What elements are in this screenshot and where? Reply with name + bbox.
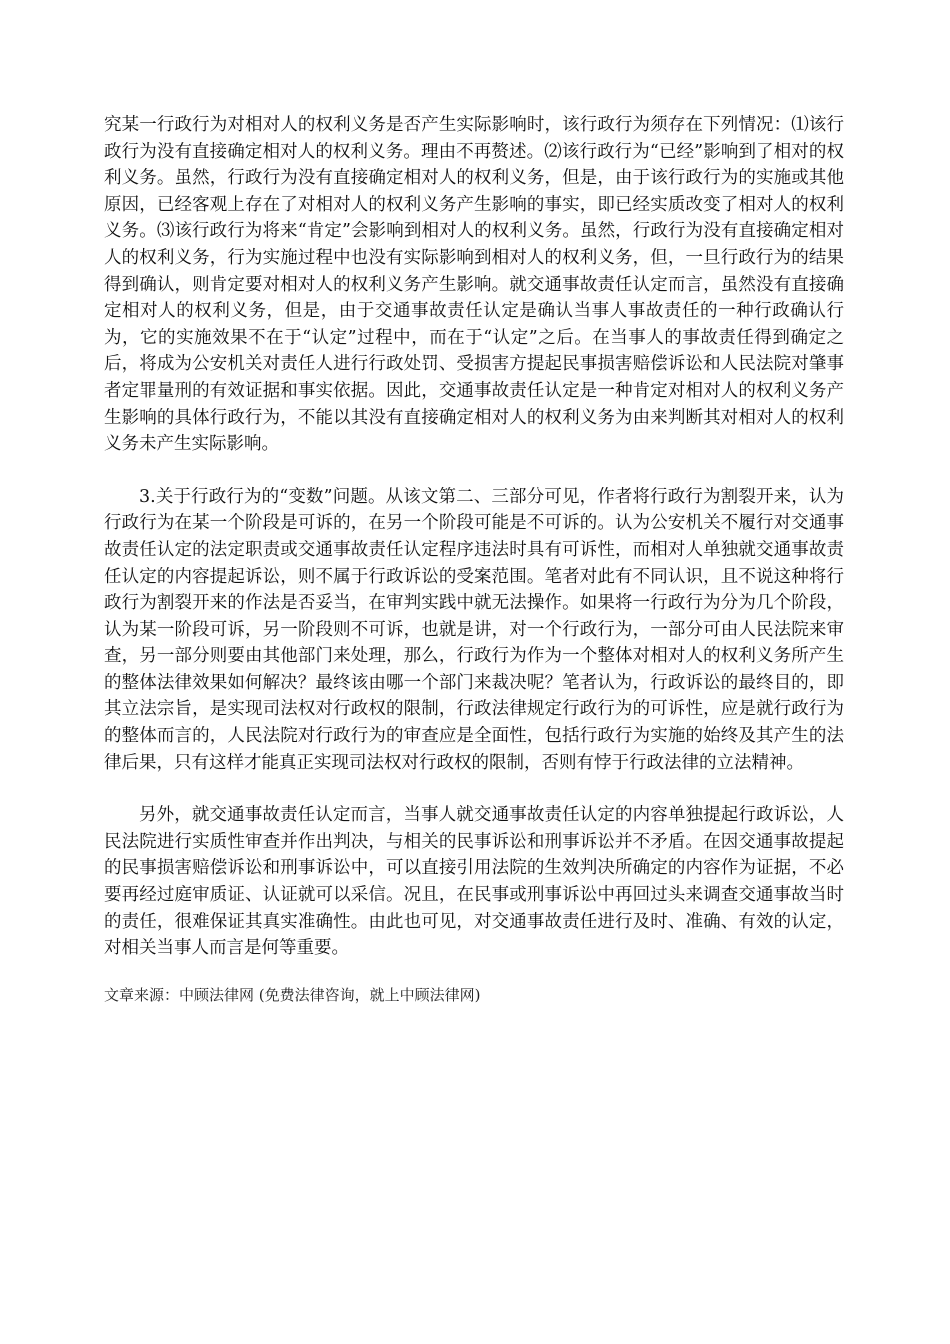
article-source: 文章来源：中顾法律网 (免费法律咨询，就上中顾法律网) <box>104 985 481 1004</box>
paragraph-3: 另外，就交通事故责任认定而言，当事人就交通事故责任认定的内容单独提起行政诉讼，人民法院进行实质性审查并作出判决，与相关的民事诉讼和刑事诉讼并不矛盾。在因交通事故提起的民事损害赔偿诉讼和刑事诉讼中，可以直接引用法院的生效判决所确定的内容作为证据，不必要再经过庭审质证、认证就可以采信。况且，在民事或刑事诉讼中再回过头来调查交通事故当时的责任，很难保证其真实准确性。由此也可见，对交通事故责任进行及时、准确、有效的认定，对相关当事人而言是何等重要。 <box>104 805 844 959</box>
paragraph-1: 究某一行政行为对相对人的权利义务是否产生实际影响时，该行政行为须存在下列情况：⑴该行政行为没有直接确定相对人的权利义务。理由不再赘述。⑵该行政行为“已经”影响到了相对的权利义务。虽然，行政行为没有直接确定相对人的权利义务，但是，由于该行政行为的实施或其他原因，已经客观上存在了对相对人的权利义务产生影响的事实，即已经实质改变了相对人的权利义务。⑶该行政行为将来“肯定”会影响到相对人的权利义务。虽然，行政行为没有直接确定相对人的权利义务，行为实施过程中也没有实际影响到相对人的权利义务，但，一旦行政行为的结果得到确认，则肯定要对相对人的权利义务产生影响。就交通事故责任认定而言，虽然没有直接确定相对人的权利义务，但是，由于交通事故责任认定是确认当事人事故责任的一种行政确认行为，它的实施效果不在于“认定”过程中，而在于“认定”之后。在当事人的事故责任得到确定之后，将成为公安机关对责任人进行行政处罚、受损害方提起民事损害赔偿诉讼和人民法院对肇事者定罪量刑的有效证据和事实依据。因此，交通事故责任认定是一种肯定对相对人的权利义务产生影响的具体行政行为，不能以其没有直接确定相对人的权利义务为由来判断其对相对人的权利义务未产生实际影响。 <box>104 115 844 455</box>
paragraph-gap <box>104 776 844 802</box>
paragraph-2: 3.关于行政行为的“变数”问题。从该文第二、三部分可见，作者将行政行为割裂开来，认为行政行为在某一个阶段是可诉的，在另一个阶段可能是不可诉的。认为公安机关不履行对交通事故责任认定的法定职责或交通事故责任认定程序违法时具有可诉性，而相对人单独就交通事故责任认定的内容提起诉讼，则不属于行政诉讼的受案范围。笔者对此有不同认识，且不说这种将行政行为割裂开来的作法是否妥当，在审判实践中就无法操作。如果将一行政行为分为几个阶段，认为某一阶段可诉，另一阶段则不可诉，也就是讲，对一个行政行为，一部分可由人民法院来审查，另一部分则要由其他部门来处理，那么，行政行为作为一个整体对相对人的权利义务所产生的整体法律效果如何解决？最终该由哪一个部门来裁决呢？笔者认为，行政诉讼的最终目的，即其立法宗旨，是实现司法权对行政权的限制，行政法律规定行政行为的可诉性，应是就行政行为的整体而言的，人民法院对行政行为的审查应是全面性，包括行政行为实施的始终及其产生的法律后果，只有这样才能真正实现司法权对行政权的限制，否则有悖于行政法律的立法精神。 <box>104 486 844 773</box>
document-page <box>104 112 844 1021</box>
paragraph-gap <box>104 458 844 484</box>
